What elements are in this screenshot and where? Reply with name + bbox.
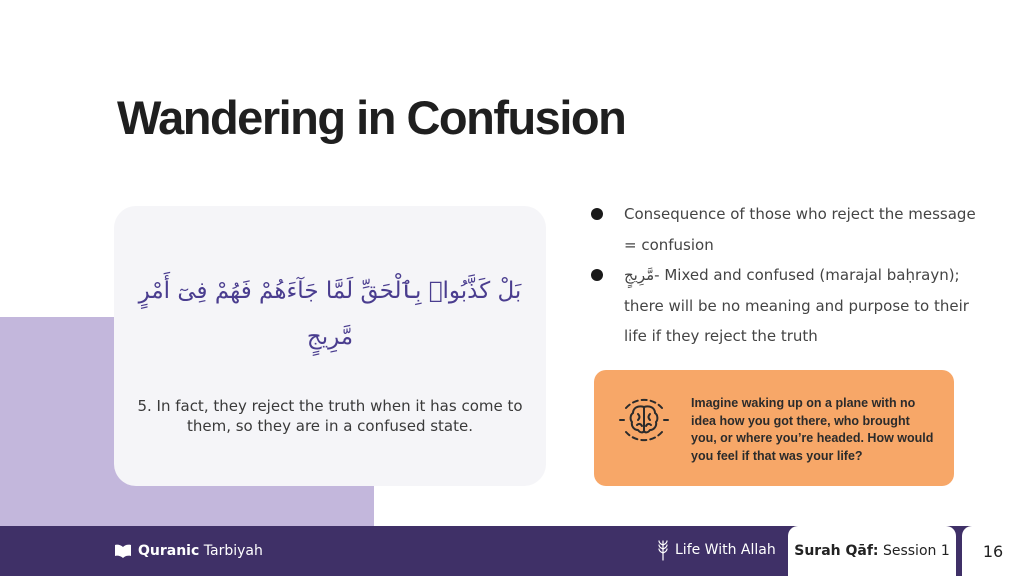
verse-translation: 5. In fact, they reject the truth when it has come to them, so they are in a confused state. (137, 397, 523, 435)
verse-card (114, 206, 546, 486)
session-label (794, 543, 950, 559)
session-value: Session 1 (882, 543, 950, 559)
verse-arabic: بَلْ كَذَّبُوا۟ بِٱلْحَقِّ لَمَّا جَآءَهُمْ فَهُمْ فِىٓ أَمْرٍ مَّرِيجٍ (138, 278, 522, 350)
bullet-text: Consequence of those who reject the message = confusion (624, 205, 976, 254)
surah-name: Surah Qāf: (794, 543, 879, 559)
reflection-callout (594, 370, 954, 486)
bullet-item (590, 260, 990, 352)
footer-bar (0, 526, 1024, 576)
brain-icon (616, 392, 672, 448)
book-icon (114, 544, 132, 558)
brand-light: Tarbiyah (203, 543, 263, 559)
page-number-box (962, 526, 1024, 576)
bullet-text: - Mixed and confused (marajal baḥrayn); there will be no meaning and purpose to their life if they reject the truth (624, 266, 969, 345)
brand-bold: Quranic (138, 543, 200, 559)
callout-text: Imagine waking up on a plane with no idea how you got there, who brought you, or where you’re headed. How would you feel if that was your life? (691, 396, 934, 463)
bullet-item (590, 199, 990, 260)
session-label-box (788, 526, 956, 576)
bullet-arabic-term: مَّرِيجٍ (624, 266, 655, 284)
brand-name (138, 543, 263, 559)
bullet-list (590, 199, 990, 352)
partner-name: Life With Allah (675, 542, 776, 558)
page-number: 16 (982, 541, 1004, 561)
wheat-icon (656, 539, 670, 561)
brand-logo (114, 541, 263, 561)
bullet-dot-icon (591, 208, 603, 220)
bullet-dot-icon (591, 269, 603, 281)
slide-title: Wandering in Confusion (117, 91, 626, 144)
partner-logo (656, 539, 776, 561)
